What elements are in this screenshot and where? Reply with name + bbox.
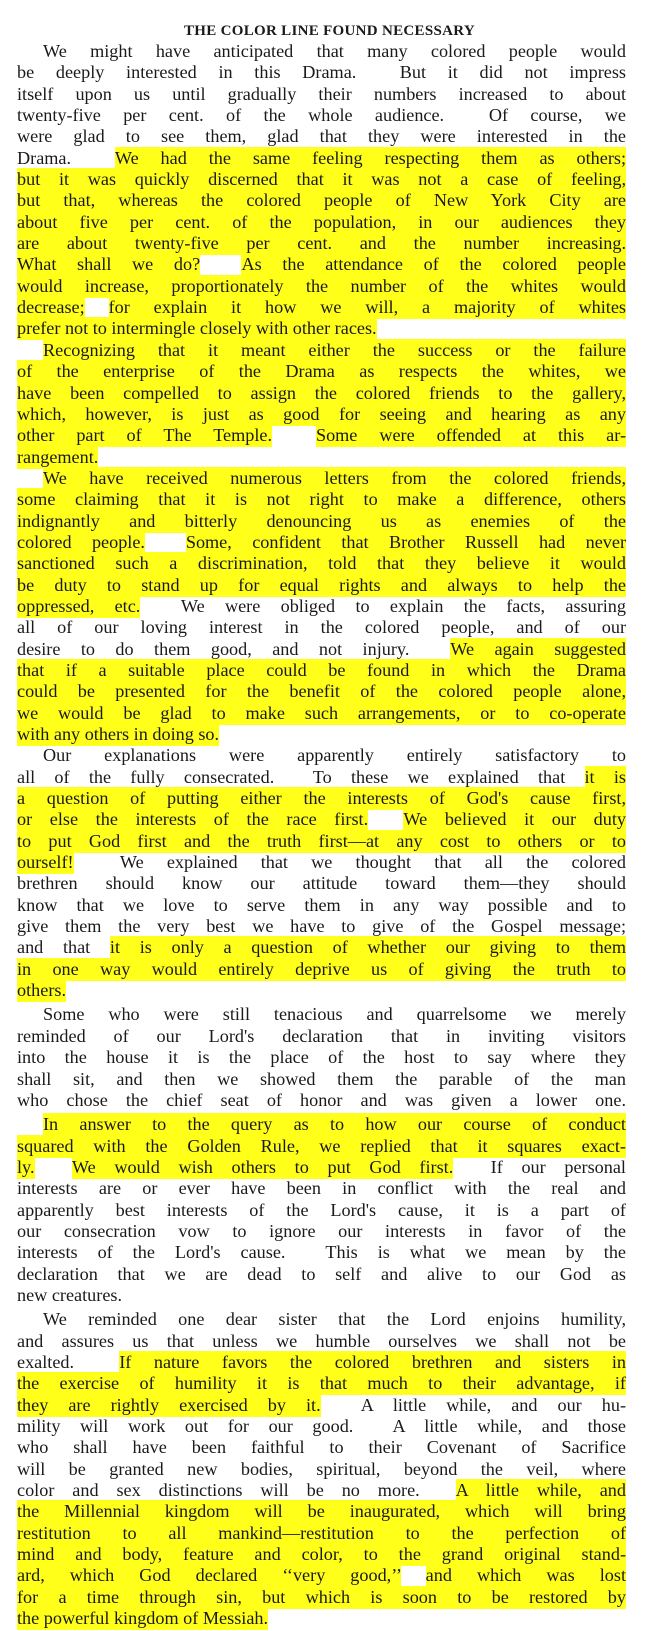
highlighted-text: which, however, is just as good for seeing and hearing as any (17, 403, 626, 424)
text-line (17, 212, 626, 233)
highlighted-text: but that, whereas the colored people of New York City are (17, 190, 626, 211)
text-line (17, 1395, 626, 1416)
text-segment: interests are or ever have been in conflict with the real and (17, 1178, 626, 1199)
text-line (17, 895, 626, 916)
text-line (17, 1026, 626, 1047)
highlighted-text: We again suggested (450, 638, 626, 659)
highlighted-text: with any others in doing so. (17, 724, 220, 744)
text-line (17, 1264, 626, 1285)
text-segment: reminded of our Lord's declaration that in inviting visitors (17, 1025, 626, 1046)
text-segment: shall sit, and then we showed them the parable of the man (17, 1068, 626, 1089)
text-segment: all of the fully consecrated. To these we explained that (17, 766, 585, 787)
text-line (17, 1523, 626, 1544)
article-title: THE COLOR LINE FOUND NECESSARY (183, 23, 476, 39)
text-line (17, 1565, 626, 1586)
text-line (17, 404, 626, 425)
text-segment: desire to do them good, and not injury. (17, 638, 451, 659)
text-line (17, 767, 626, 788)
text-segment: color and sex distinctions will be no more. (17, 1480, 456, 1501)
document-page (17, 22, 626, 1629)
text-line (17, 468, 626, 489)
text-segment (200, 254, 241, 274)
text-line (17, 1285, 626, 1306)
highlighted-text: ard, which God declared ‘‘very good,’’ (17, 1565, 401, 1586)
text-line (17, 553, 626, 574)
text-line (17, 1047, 626, 1068)
text-line (17, 788, 626, 809)
highlighted-text: We believed it our duty (403, 809, 627, 830)
highlighted-text: it is (584, 766, 626, 787)
text-segment: give them the very best we have to give of the Gospel message; (17, 916, 626, 937)
text-segment: apparently best interests of the Lord's cause, it is a part of (17, 1199, 626, 1220)
text-line (17, 1501, 626, 1522)
highlighted-text: but it was quickly discerned that it was not a case of feeling, (17, 169, 626, 190)
highlighted-text: we would be glad to make such arrangements, or to co-operate (17, 702, 626, 723)
text-line (17, 1136, 626, 1157)
highlighted-text: prefer not to intermingle closely with other races. (17, 318, 377, 339)
text-line (17, 511, 626, 532)
paragraph (17, 468, 626, 745)
text-segment: interests of the Lord's cause. This is what we mean by the (17, 1242, 626, 1263)
highlighted-text: the exercise of humility it is that much to their advantage, if (17, 1373, 626, 1394)
highlighted-text: could be presented for the benefit of the colored people alone, (17, 681, 626, 702)
highlighted-text: are about twenty-five per cent. and the number increasing. (17, 233, 626, 254)
text-segment (368, 809, 403, 829)
highlighted-text: We had the same feeling respecting them as others; (114, 147, 627, 168)
highlighted-text: or else the interests of the race first. (17, 809, 369, 830)
text-segment (401, 1565, 426, 1585)
text-line (17, 703, 626, 724)
text-segment: exalted. (17, 1351, 120, 1372)
text-line (17, 831, 626, 852)
text-segment: We reminded one dear sister that the Lord enjoins humility, (43, 1309, 626, 1330)
paragraph (17, 1004, 626, 1111)
text-line (17, 1178, 626, 1199)
paragraph (17, 1309, 626, 1629)
text-segment: our consecration vow to ignore our interests in favor of the (17, 1220, 626, 1241)
highlighted-text: they are rightly exercised by it. (17, 1394, 321, 1415)
text-segment (145, 532, 186, 552)
text-segment: know that we love to serve them in any way possible and to (17, 894, 626, 915)
text-line (17, 1587, 626, 1608)
highlighted-text: oppressed, etc. (17, 595, 141, 616)
highlighted-text: rangement. (17, 446, 99, 467)
paragraph (17, 41, 626, 340)
text-line (17, 617, 626, 638)
highlighted-text: colored people. (17, 531, 145, 552)
highlighted-text: If nature favors the colored brethren and sisters in (119, 1351, 626, 1372)
text-line (17, 84, 626, 105)
text-line (17, 1090, 626, 1111)
highlighted-text: indignantly and bitterly denouncing us as enemies of the (17, 510, 626, 531)
text-segment: and that (17, 937, 110, 958)
text-line (17, 190, 626, 211)
text-segment: brethren should know our attitude toward them—they should (17, 873, 626, 894)
text-segment (272, 425, 316, 445)
highlighted-text: We would wish others to put God first. (71, 1156, 454, 1177)
highlighted-text: the Millennial kingdom will be inaugurated, which will bring (17, 1501, 626, 1522)
text-segment: were glad to see them, glad that they were interested in the (17, 126, 626, 147)
highlighted-text: for a time through sin, but which is soon to be restored by (17, 1586, 626, 1607)
text-line (17, 1459, 626, 1480)
text-segment: A little while, and our hu- (320, 1394, 626, 1415)
highlighted-text: the powerful kingdom of Messiah. (17, 1608, 269, 1629)
text-line (17, 873, 626, 894)
text-line (17, 1200, 626, 1221)
text-line (17, 126, 626, 147)
highlighted-text: As the attendance of the colored people (241, 254, 626, 275)
text-segment: all of our loving interest in the colored people, and of our (17, 617, 626, 638)
text-line (17, 1114, 626, 1135)
text-line (17, 1242, 626, 1263)
highlighted-text: to put God first and the truth first—at any cost to others or to (17, 830, 626, 851)
text-line (17, 41, 626, 62)
text-segment: Some who were still tenacious and quarrelsome we merely (43, 1004, 626, 1025)
text-line (17, 1373, 626, 1394)
text-segment: who shall have been faithful to their Covenant of Sacrifice (17, 1437, 626, 1458)
text-segment: mility will work out for our good. A little while, and those (17, 1416, 626, 1436)
highlighted-text: would increase, proportionately the number of the whites would (17, 275, 626, 296)
highlighted-text: squared with the Golden Rule, we replied that it squares exact- (17, 1135, 626, 1156)
highlighted-text: that if a suitable place could be found in which the Drama (17, 659, 626, 680)
text-line (17, 724, 626, 745)
paragraph (17, 340, 626, 468)
text-line (17, 1416, 626, 1437)
text-line (17, 62, 626, 83)
highlighted-text: Some, confident that Brother Russell had never (185, 531, 627, 552)
text-segment: twenty-five per cent. of the whole audience. Of course, we (17, 105, 626, 126)
highlighted-text: ly. (17, 1156, 35, 1177)
text-line (17, 1004, 626, 1025)
text-segment: We might have anticipated that many colored people would (43, 41, 626, 61)
text-line (17, 1069, 626, 1090)
highlighted-text: and which was lost (425, 1565, 626, 1586)
text-line (17, 1544, 626, 1565)
highlighted-text: restitution to all mankind—restitution to the perfection of (17, 1522, 626, 1543)
highlighted-text: others. (17, 980, 66, 1001)
highlighted-text: ourself! (17, 852, 74, 873)
text-segment: itself upon us until gradually their numbers increased to about (17, 83, 626, 104)
text-line (17, 681, 626, 702)
highlighted-text: Some were offended at this ar- (315, 425, 626, 446)
text-line (17, 916, 626, 937)
text-line (17, 489, 626, 510)
text-line (17, 361, 626, 382)
text-line (17, 340, 626, 361)
highlighted-text: A little while, and (455, 1480, 626, 1501)
highlighted-text: about five per cent. of the population, in our audiences they (17, 211, 626, 232)
text-line (17, 105, 626, 126)
text-line (17, 425, 626, 446)
text-line (17, 1352, 626, 1373)
text-line (17, 1331, 626, 1352)
text-line (17, 169, 626, 190)
highlighted-text: some claiming that it is not right to make a difference, others (17, 489, 626, 510)
text-segment: We were obliged to explain the facts, assuring (140, 595, 626, 616)
text-segment: will be granted new bodies, spiritual, beyond the veil, where (17, 1458, 626, 1479)
highlighted-text: In answer to the query as to how our course of conduct (43, 1114, 626, 1135)
text-line (17, 383, 626, 404)
highlighted-text: other part of The Temple. (17, 425, 273, 446)
text-line (17, 639, 626, 660)
highlighted-text: for explain it how we will, a majority of whites (108, 297, 627, 318)
text-line (17, 532, 626, 553)
text-line (17, 852, 626, 873)
text-line (17, 660, 626, 681)
text-line (17, 937, 626, 958)
text-line (17, 809, 626, 830)
text-segment: If our personal (453, 1156, 626, 1177)
highlighted-text: in one way would entirely deprive us of giving the truth to (17, 958, 626, 979)
paragraph (17, 1114, 626, 1306)
text-line (17, 575, 626, 596)
text-segment (85, 297, 109, 317)
text-segment: We explained that we thought that all the colored (73, 852, 626, 873)
text-line (17, 233, 626, 254)
text-segment: declaration that we are dead to self and alive to our God as (17, 1263, 626, 1284)
highlighted-text: We have received numerous letters from the colored friends, (43, 467, 626, 488)
text-line (17, 318, 626, 339)
text-line (17, 1437, 626, 1458)
highlighted-text: it is only a question of whether our giving to them (109, 937, 626, 958)
paragraph (17, 745, 626, 1001)
highlighted-text: decrease; (17, 297, 85, 318)
text-segment: Drama. (17, 147, 115, 168)
text-line (17, 1608, 626, 1629)
highlighted-text: What shall we do? (17, 254, 201, 275)
text-segment: new creatures. (17, 1284, 123, 1305)
highlighted-text: sanctioned such a discrimination, told that they believe it would (17, 553, 626, 574)
text-line (17, 297, 626, 318)
text-line (17, 959, 626, 980)
text-line (17, 148, 626, 169)
text-segment: and assures us that unless we humble ourselves we shall not be (17, 1330, 626, 1351)
text-line (17, 745, 626, 766)
text-line (17, 1309, 626, 1330)
text-segment: be deeply interested in this Drama. But it did not impress (17, 62, 626, 83)
article-body (17, 41, 626, 1629)
text-line (17, 276, 626, 297)
text-line (17, 596, 626, 617)
text-segment: Our explanations were apparently entirely satisfactory to (43, 745, 626, 766)
highlighted-text: mind and body, feature and color, to the grand original stand- (17, 1544, 626, 1565)
text-line (17, 980, 626, 1001)
text-segment: who chose the chief seat of honor and was given a lower one. (17, 1089, 626, 1110)
text-line (17, 1221, 626, 1242)
text-line (17, 1480, 626, 1501)
text-segment (35, 1157, 72, 1177)
highlighted-text: Recognizing that it meant either the success or the failure (43, 339, 626, 360)
text-line (17, 447, 626, 468)
text-line (17, 254, 626, 275)
highlighted-text: be duty to stand up for equal rights and always to help the (17, 574, 626, 595)
highlighted-text: of the enterprise of the Drama as respects the whites, we (17, 361, 626, 382)
text-line (17, 1157, 626, 1178)
highlighted-text: a question of putting either the interests of God's cause first, (17, 788, 626, 809)
highlighted-text: have been compelled to assign the colored friends to the gallery, (17, 382, 626, 403)
text-segment: into the house it is the place of the host to say where they (17, 1047, 626, 1068)
